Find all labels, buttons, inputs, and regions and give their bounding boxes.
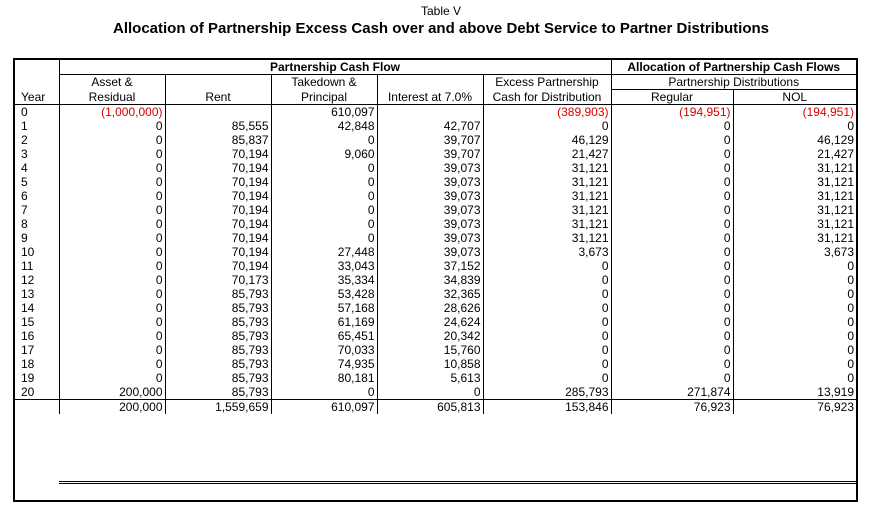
takedown-header-line2: Principal [271, 90, 377, 105]
interest-cell: 37,152 [377, 259, 483, 273]
table-title: Allocation of Partnership Excess Cash over and above Debt Service to Partner Distributions [112, 20, 769, 37]
nol-cell: 31,121 [733, 217, 856, 231]
takedown-cell: 61,169 [271, 315, 377, 329]
excess-cell: 0 [483, 343, 611, 357]
asset-cell: 0 [59, 245, 165, 259]
rent-header: Rent [165, 90, 271, 105]
excess-cell: 0 [483, 119, 611, 133]
regular-cell: 0 [611, 175, 733, 189]
regular-cell: 0 [611, 119, 733, 133]
interest-cell: 0 [377, 385, 483, 400]
year-cell: 19 [21, 371, 35, 385]
rent-cell: 70,194 [165, 203, 271, 217]
takedown-cell: 53,428 [271, 287, 377, 301]
year-cell: 9 [21, 231, 28, 245]
regular-cell: 0 [611, 217, 733, 231]
excess-cell: 0 [483, 273, 611, 287]
regular-cell: 0 [611, 301, 733, 315]
excess-cell: 31,121 [483, 231, 611, 245]
totals-double-underline [59, 481, 856, 484]
year-cell: 13 [21, 287, 35, 301]
rent-cell: 70,194 [165, 245, 271, 259]
table-row [15, 343, 856, 357]
header-group-row [15, 60, 856, 75]
nol-cell: 0 [733, 371, 856, 385]
regular-cell: (194,951) [611, 105, 733, 120]
excess-cell: 31,121 [483, 161, 611, 175]
takedown-cell: 0 [271, 203, 377, 217]
rent-cell: 85,793 [165, 301, 271, 315]
regular-cell: 0 [611, 371, 733, 385]
rent-cell: 85,793 [165, 329, 271, 343]
asset-cell: 0 [59, 259, 165, 273]
asset-cell: 0 [59, 343, 165, 357]
regular-cell: 0 [611, 329, 733, 343]
regular-cell: 0 [611, 231, 733, 245]
regular-cell: 0 [611, 357, 733, 371]
year-cell: 4 [21, 161, 28, 175]
rent-cell: 85,837 [165, 133, 271, 147]
rent-cell: 70,173 [165, 273, 271, 287]
interest-header: Interest at 7.0% [377, 90, 483, 105]
excess-cell: 31,121 [483, 175, 611, 189]
asset-cell: 200,000 [59, 385, 165, 400]
excess-cell: 31,121 [483, 189, 611, 203]
rent-cell: 85,793 [165, 385, 271, 400]
year-cell: 20 [21, 385, 35, 399]
interest-cell: 39,073 [377, 203, 483, 217]
table-row [15, 329, 856, 343]
regular-cell: 0 [611, 287, 733, 301]
excess-cell: 285,793 [483, 385, 611, 400]
nol-cell: 0 [733, 315, 856, 329]
interest-cell: 34,839 [377, 273, 483, 287]
asset-cell: 0 [59, 189, 165, 203]
takedown-cell: 42,848 [271, 119, 377, 133]
asset-cell: 0 [59, 329, 165, 343]
total-nol: 76,923 [733, 400, 856, 415]
group-allocation-header: Allocation of Partnership Cash Flows [611, 60, 856, 75]
nol-cell: 31,121 [733, 175, 856, 189]
interest-cell: 39,707 [377, 133, 483, 147]
nol-cell: 13,919 [733, 385, 856, 400]
table-row [15, 175, 856, 189]
takedown-cell: 27,448 [271, 245, 377, 259]
table-row [15, 147, 856, 161]
nol-cell: 0 [733, 273, 856, 287]
regular-cell: 271,874 [611, 385, 733, 400]
takedown-cell: 65,451 [271, 329, 377, 343]
regular-cell: 0 [611, 315, 733, 329]
rent-cell [165, 105, 271, 120]
header-row-1 [15, 75, 856, 90]
interest-cell: 39,073 [377, 231, 483, 245]
asset-cell: 0 [59, 231, 165, 245]
table-row [15, 259, 856, 273]
nol-cell: 0 [733, 119, 856, 133]
year-cell: 18 [21, 357, 35, 371]
asset-cell: 0 [59, 175, 165, 189]
asset-cell: 0 [59, 287, 165, 301]
regular-header: Regular [611, 90, 733, 105]
takedown-cell: 33,043 [271, 259, 377, 273]
table-caption: Table V [420, 4, 462, 18]
excess-cell: 3,673 [483, 245, 611, 259]
asset-cell: 0 [59, 161, 165, 175]
rent-cell: 85,555 [165, 119, 271, 133]
interest-cell: 39,073 [377, 245, 483, 259]
nol-cell: 31,121 [733, 231, 856, 245]
excess-cell: 46,129 [483, 133, 611, 147]
interest-cell [377, 105, 483, 120]
nol-cell: 0 [733, 287, 856, 301]
interest-cell: 42,707 [377, 119, 483, 133]
takedown-cell: 57,168 [271, 301, 377, 315]
interest-cell: 32,365 [377, 287, 483, 301]
nol-cell: 0 [733, 301, 856, 315]
nol-cell: 21,427 [733, 147, 856, 161]
nol-cell: 0 [733, 329, 856, 343]
rent-cell: 70,194 [165, 259, 271, 273]
table-row [15, 385, 856, 400]
regular-cell: 0 [611, 259, 733, 273]
interest-cell: 15,760 [377, 343, 483, 357]
excess-cell: 21,427 [483, 147, 611, 161]
takedown-cell: 74,935 [271, 357, 377, 371]
takedown-cell: 0 [271, 175, 377, 189]
excess-cell: 0 [483, 371, 611, 385]
nol-cell: (194,951) [733, 105, 856, 120]
excess-header-line2: Cash for Distribution [483, 90, 611, 105]
interest-cell: 10,858 [377, 357, 483, 371]
rent-cell: 70,194 [165, 175, 271, 189]
total-takedown: 610,097 [271, 400, 377, 415]
asset-cell: 0 [59, 119, 165, 133]
rent-cell: 70,194 [165, 147, 271, 161]
asset-header-line2: Residual [59, 90, 165, 105]
asset-cell: 0 [59, 147, 165, 161]
takedown-cell: 0 [271, 133, 377, 147]
nol-cell: 3,673 [733, 245, 856, 259]
total-regular: 76,923 [611, 400, 733, 415]
interest-cell: 39,073 [377, 189, 483, 203]
nol-cell: 0 [733, 357, 856, 371]
excess-header-line1: Excess Partnership [483, 75, 611, 90]
asset-cell: 0 [59, 357, 165, 371]
year-cell: 5 [21, 175, 28, 189]
rent-cell: 85,793 [165, 343, 271, 357]
asset-cell: 0 [59, 371, 165, 385]
total-interest: 605,813 [377, 400, 483, 415]
regular-cell: 0 [611, 245, 733, 259]
year-cell: 17 [21, 343, 35, 357]
table-row [15, 105, 856, 120]
partnership-table [15, 60, 856, 414]
table-row [15, 371, 856, 385]
rent-cell: 85,793 [165, 357, 271, 371]
asset-cell: 0 [59, 301, 165, 315]
table-row [15, 119, 856, 133]
nol-cell: 46,129 [733, 133, 856, 147]
excess-cell: 0 [483, 301, 611, 315]
table-row [15, 245, 856, 259]
rent-cell: 85,793 [165, 315, 271, 329]
total-rent: 1,559,659 [165, 400, 271, 415]
excess-cell: 0 [483, 287, 611, 301]
interest-cell: 5,613 [377, 371, 483, 385]
year-cell: 3 [21, 147, 28, 161]
nol-cell: 31,121 [733, 203, 856, 217]
interest-cell: 24,624 [377, 315, 483, 329]
nol-cell: 31,121 [733, 161, 856, 175]
table-row [15, 315, 856, 329]
table-row [15, 231, 856, 245]
excess-cell: 0 [483, 357, 611, 371]
asset-cell: 0 [59, 273, 165, 287]
year-cell: 16 [21, 329, 35, 343]
rent-cell: 70,194 [165, 161, 271, 175]
takedown-cell: 0 [271, 189, 377, 203]
interest-cell: 20,342 [377, 329, 483, 343]
takedown-cell: 35,334 [271, 273, 377, 287]
group-distributions-header: Partnership Distributions [611, 75, 856, 90]
year-cell: 10 [21, 245, 35, 259]
table-row [15, 217, 856, 231]
excess-cell: 31,121 [483, 217, 611, 231]
year-cell: 1 [21, 119, 28, 133]
regular-cell: 0 [611, 147, 733, 161]
table-row [15, 189, 856, 203]
nol-cell: 0 [733, 343, 856, 357]
table-row [15, 357, 856, 371]
year-header: Year [15, 90, 59, 105]
takedown-cell: 610,097 [271, 105, 377, 120]
regular-cell: 0 [611, 161, 733, 175]
takedown-cell: 70,033 [271, 343, 377, 357]
takedown-cell: 0 [271, 231, 377, 245]
takedown-header-line1: Takedown & [271, 75, 377, 90]
nol-cell: 31,121 [733, 189, 856, 203]
table-row [15, 133, 856, 147]
takedown-cell: 0 [271, 385, 377, 400]
interest-cell: 39,073 [377, 161, 483, 175]
excess-cell: 31,121 [483, 203, 611, 217]
year-cell: 15 [21, 315, 35, 329]
rent-cell: 70,194 [165, 189, 271, 203]
takedown-cell: 0 [271, 217, 377, 231]
interest-cell: 39,073 [377, 217, 483, 231]
year-cell: 12 [21, 273, 35, 287]
rent-cell: 85,793 [165, 371, 271, 385]
nol-cell: 0 [733, 259, 856, 273]
nol-header: NOL [733, 90, 856, 105]
total-asset: 200,000 [59, 400, 165, 415]
year-cell: 14 [21, 301, 35, 315]
excess-cell: (389,903) [483, 105, 611, 120]
interest-cell: 39,707 [377, 147, 483, 161]
interest-cell: 28,626 [377, 301, 483, 315]
year-cell: 11 [21, 259, 34, 273]
header-row-2 [15, 90, 856, 105]
rent-cell: 70,194 [165, 231, 271, 245]
asset-cell: 0 [59, 315, 165, 329]
excess-cell: 0 [483, 315, 611, 329]
interest-cell: 39,073 [377, 175, 483, 189]
table-row [15, 273, 856, 287]
takedown-cell: 9,060 [271, 147, 377, 161]
rent-cell: 70,194 [165, 217, 271, 231]
total-excess: 153,846 [483, 400, 611, 415]
year-cell: 6 [21, 189, 28, 203]
totals-row [15, 400, 856, 415]
year-cell: 8 [21, 217, 28, 231]
regular-cell: 0 [611, 343, 733, 357]
asset-cell: (1,000,000) [59, 105, 165, 120]
table-row [15, 301, 856, 315]
year-cell: 0 [21, 105, 28, 119]
regular-cell: 0 [611, 203, 733, 217]
regular-cell: 0 [611, 273, 733, 287]
rent-cell: 85,793 [165, 287, 271, 301]
table-frame [13, 58, 858, 502]
table-row [15, 161, 856, 175]
takedown-cell: 0 [271, 161, 377, 175]
table-row [15, 287, 856, 301]
regular-cell: 0 [611, 133, 733, 147]
takedown-cell: 80,181 [271, 371, 377, 385]
asset-cell: 0 [59, 203, 165, 217]
group-cash-flow-header: Partnership Cash Flow [59, 60, 611, 75]
asset-cell: 0 [59, 217, 165, 231]
excess-cell: 0 [483, 329, 611, 343]
asset-cell: 0 [59, 133, 165, 147]
asset-header-line1: Asset & [59, 75, 165, 90]
year-cell: 2 [21, 133, 28, 147]
year-cell: 7 [21, 203, 28, 217]
regular-cell: 0 [611, 189, 733, 203]
table-row [15, 203, 856, 217]
excess-cell: 0 [483, 259, 611, 273]
